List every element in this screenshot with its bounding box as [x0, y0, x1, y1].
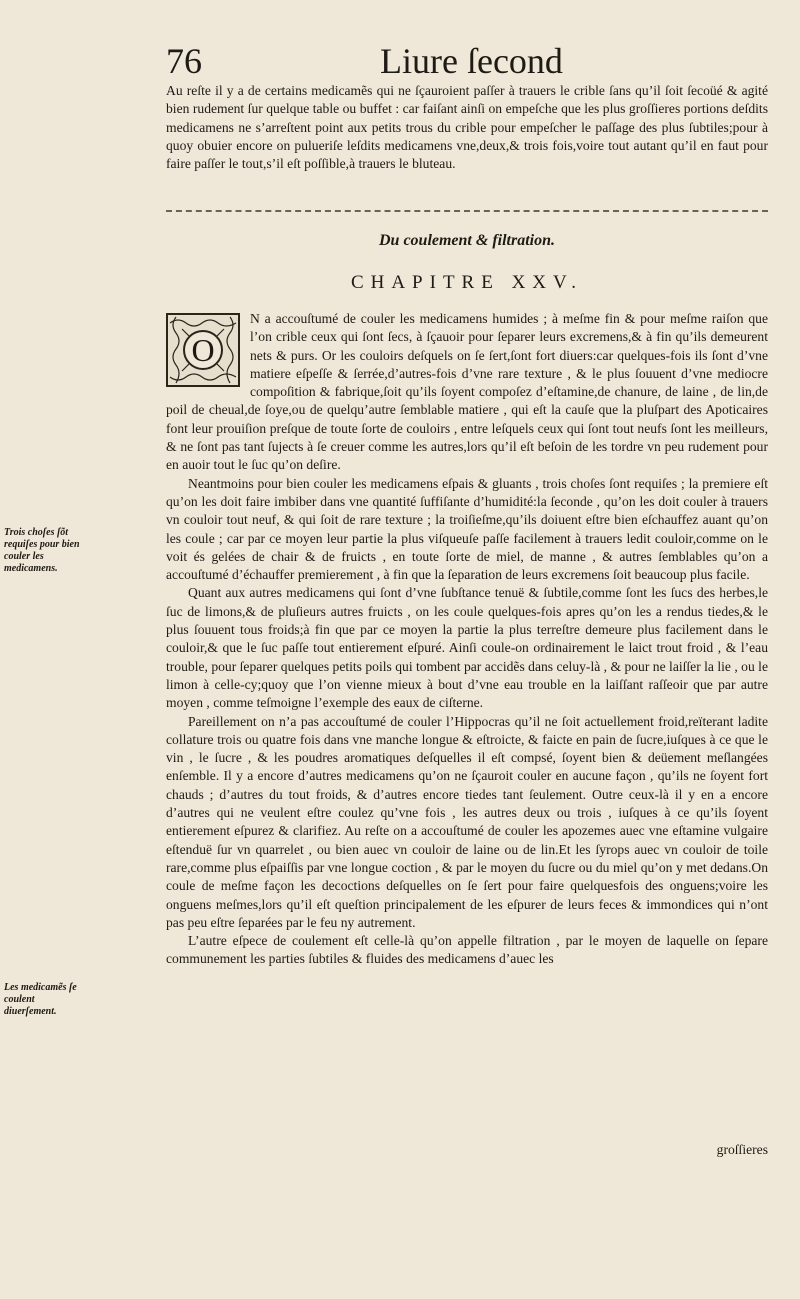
intro-paragraph: Au reſte il y a de certains medicamẽs qui ne ſçauroient paſſer à trauers le crible ſans qu’il ſoit ſecoüé & agité bien rudement ſur quelque table ou buffet : car faiſant ainſi on empeſche que les plus groſſieres portions deſdits medicamens ne s’arreſtent point aux petits trous du crible pour empeſcher le paſſage des plus ſubtiles;pour à quoy obuier encore on pulueriſe leſdits medicamens vne,deux,& trois fois,voire tout autant qu’il en faut pour faire paſſer le tout,s’il eſt poſſible,à trauers le bluteau. [166, 83, 768, 172]
chapter-title: CHAPITRE XXV. [350, 272, 584, 293]
chapter-body [166, 310, 768, 969]
page-number: 76 [166, 41, 202, 81]
paragraph-3: Quant aux autres medicamens qui ſont d’vne ſubſtance tenuë & ſubtile,comme ſont les ſucs des herbes,le ſuc de limons,& de pluſieurs autres fruicts , on les coule quelques-fois apres qu’on les a rendus tiedes,& le plus ſouuent tous froids;à fin que par ce moyen la partie la plus terreſtre demeure plus facilement dans le couloir,& que le ſuc paſſe tout entierement eſpuré. Ainſi coule-on ordinairement le laict trout froid , & l’eau trouble, pour ſeparer quelques petits poils qui tombent par accidẽs dans celuy-là , & pour ne laiſſer la lie , ou le limon à celle-cy;quoy que l’on vienne mieux à bout d’vne eau trouble en la laiſſant raſſeoir que par autre moyen , comme teſmoigne l’exemple des eaux de ciſterne. [166, 585, 768, 711]
paragraph-1: N a accouſtumé de couler les medicamens humides ; à meſme fin & pour meſme raiſon que l’on crible ceux qui ſont ſecs, à ſçauoir pour ſeparer leurs excremens,& à fin qu’ils demeurent nets & purs. Or les couloirs deſquels on ſe ſert,ſont fort diuers:car quelques-fois ils ſont d’vne matiere eſpeſſe & ſerrée,d’autres-fois d’vne rare texture , & le plus ſouuent d’vne mediocre compoſition & fabrique,ſoit qu’ils ſoyent compoſez d’eſtamine,de chanure, de laine , de lin,de poil de cheual,de ſoye,ou de quelqu’autre ſemblable matiere , qui eſt la cauſe que la pluſpart des Apoticaires font leur prouiſion preſque de toute ſorte de couloirs , entre leſquels ceux qui ſont tout neufs ſont les meilleurs, & ne ſont pas tant ſujects à ſe creuer comme les autres,lors qu’il eſt beſoin de les tordre vn peu rudement pour en auoir tout le ſuc qu’on deſire. [166, 311, 768, 473]
catchword: groſſieres [716, 1142, 768, 1157]
running-title: Liure ſecond [380, 41, 563, 81]
ornamental-divider [166, 210, 768, 212]
decorated-initial [166, 313, 240, 387]
intro-paragraph-block [166, 82, 768, 173]
section-title: Du coulement & filtration. [378, 232, 555, 249]
paragraph-4: Pareillement on n’a pas accouſtumé de couler l’Hippocras qu’il ne ſoit actuellement froid,reïterant ladite collature trois ou quatre fois dans vne manche longue & eſtroicte, & faicte en pain de ſucre,iuſques à ce que le vin , le ſucre , & les poudres aromatiques deſquelles il eſt compsé, ſoyent bien & deüement meſlangées enſemble. Il y a encore d’autres medicamens qu’on ne ſçauroit couler en aucune façon , qu’ils ne ſoyent fort chauds ; d’autres du tout froids, & d’autres encore tiedes tant ſeulement. Outre ceux-là il y en a encore d’autres qui ne veulent eſtre coulez qu’vne fois , les autres deux ou trois , iuſques à ce qu’ils ſoyent entierement eſpurez & clarifiez. Au reſte on a accouſtumé de couler les apozemes auec vne eſtamine vulgaire eſtenduë ſur vn quarrelet , ou bien auec vn couloir de laine ou de lin.Et les ſyrops auec vn couloir de toile rare,comme plus eſpaiſſis par vne longue coction , & par le moyen du ſucre ou du miel qu’on y met dedans.On coule de meſme façon les decoctions deſquelles on ſe ſert pour faire quelquesfois des onguens;voire les onguens meſmes,lors qu’il eſt queſtion principalement de les eſpurer de leurs feces & immondices qui n’ont pas peu eſtre ſeparées par le feu ny autrement. [166, 713, 768, 930]
paragraph-2: Neantmoins pour bien couler les medicamens eſpais & gluants , trois choſes ſont requiſes ; la premiere eſt qu’on les doit faire imbiber dans vne quantité ſuffiſante d’humidité:la ſeconde , qu’on les doit couler à trauers vn couloir tout neuf, & qui ſoit de rare texture ; la troiſieſme,qu’ils doiuent eſtre bien eſchauffez auant qu’on les coule ; car par ce moyen leur partie la plus viſqueuſe paſſe facilement à trauers ledit couloir,comme on le voit és gelées de chair & de fruicts , en toute ſorte de miel, de manne , & autres ſemblables qu’on a accouſtumé d’échauffer premierement , à fin que la ſeparation de leurs excremens ſoit beaucoup plus facile. [166, 475, 768, 583]
paragraph-5: L’autre eſpece de coulement eſt celle-là qu’on appelle filtration , par le moyen de laquelle on ſepare communement les parties ſubtiles & fluides des medicamens d’auec les [166, 933, 768, 967]
page-header [166, 40, 766, 82]
svg-text:O: O [191, 332, 215, 368]
margin-note-three-things: Trois choſes ſõt requiſes pour bien couler les medicamens. [4, 527, 80, 574]
margin-note-diversely: Les medicamẽs ſe coulent diuerſement. [4, 982, 77, 1017]
